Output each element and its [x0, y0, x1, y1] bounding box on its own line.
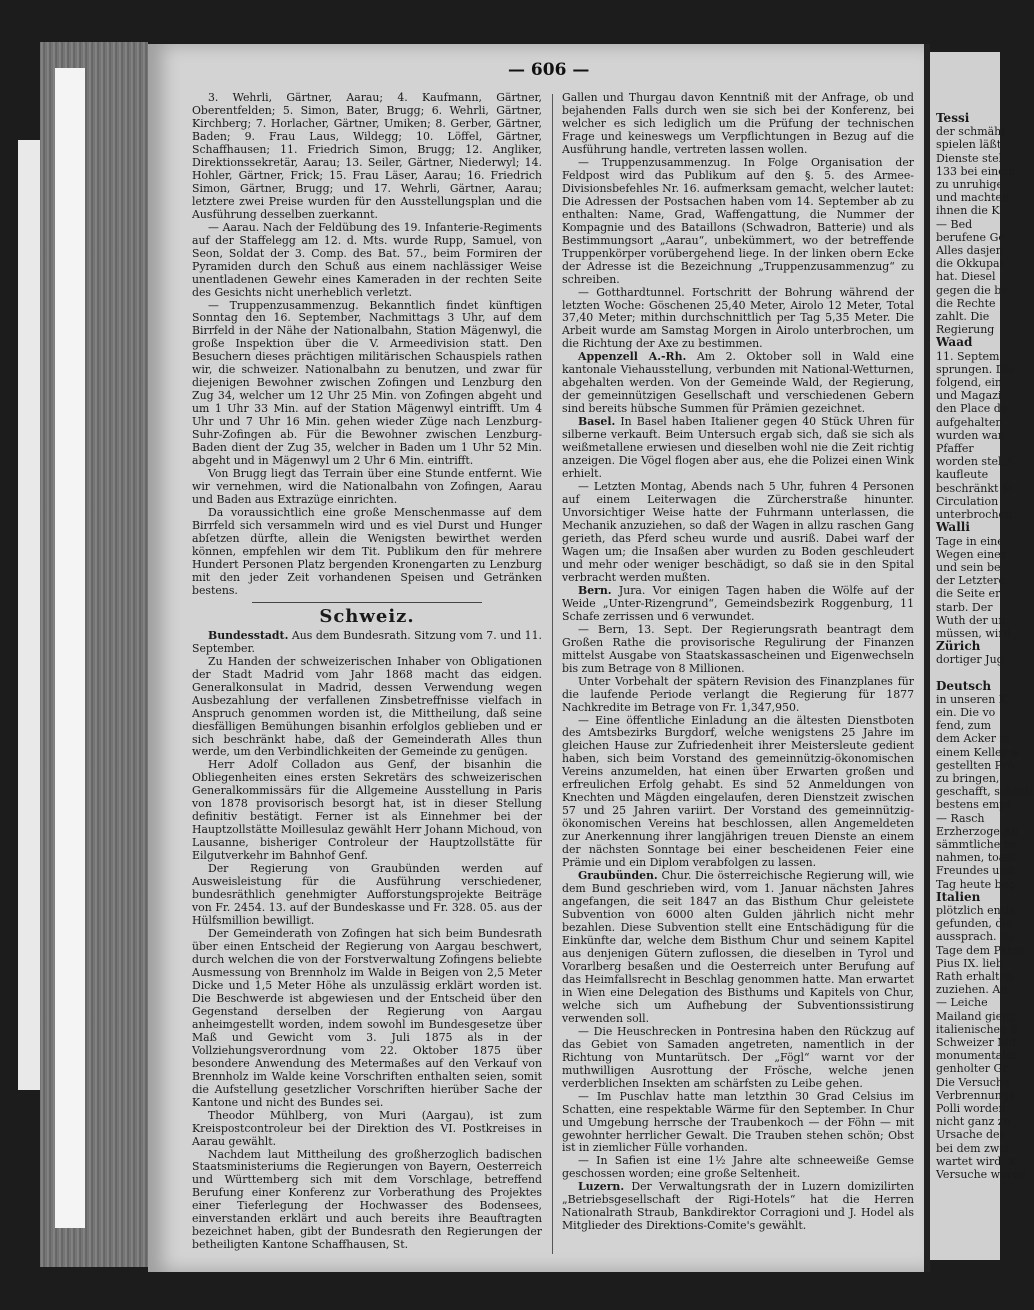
- facing-page-line: sämmtliche be: [936, 837, 1018, 851]
- article-paragraph: [192, 92, 542, 222]
- article-text: — Letzten Montag, Abends nach 5 Uhr, fuhren 4 Personen auf einem Leiterwagen die Zürcherstraße hinunter. Unvorsichtiger Weise hatte der Fuhrmann unterlassen, die Mechanik anzuziehen, so daß der Wagen in allzu raschen Gang gerieth, das Pferd scheu wurde und ausriß. Dabei warf der Wagen um; die Insaßen aber wurden zu Boden geschleudert und mehr oder weniger beschädigt, so daß sie in den Spital verbracht werden mußten.: [562, 480, 914, 584]
- article-text: In Basel haben Italiener gegen 40 Stück Uhren für silberne verkauft. Beim Untersuch ergab sich, daß sie sich als weißmetallene erwiesen und dieselben wohl nie die Zeit richtig anzeigen. Die Vögel flogen aber aus, ehe die Polizei einen Wink erhielt.: [562, 415, 914, 481]
- facing-page-line: aufgehalten: [936, 415, 1003, 429]
- facing-page-line: 11. Septem: [936, 349, 1000, 363]
- facing-page-heading: Waad: [936, 335, 973, 350]
- facing-page-line: einem Keller w: [936, 745, 1020, 759]
- facing-page-line: aussprach. Di: [936, 930, 1013, 944]
- facing-page-line: die Okkupat: [936, 257, 1005, 271]
- facing-page-line: zu unruhige: [936, 178, 1004, 192]
- section-title: Schweiz.: [319, 605, 415, 627]
- facing-page-line: Mailand gieng: [936, 1009, 1017, 1023]
- article-paragraph: [562, 416, 914, 481]
- facing-page-line: wurden war,: [936, 428, 1006, 442]
- article-paragraph: [192, 468, 542, 507]
- article-paragraph: [562, 1155, 914, 1181]
- facing-page-line: plötzlich entla: [936, 903, 1016, 917]
- left-column: [192, 92, 542, 1252]
- article-text: Nachdem laut Mittheilung des großherzoglich badischen Staatsministeriums die Regierungen von Bayern, Oesterreich und Württemberg sich mit dem Vorschlage, betreffend Berufung einer Konferenz zur Vorberathung des Projektes einer Tieferlegung der Hochwasser des Bodensees, einverstanden erklärt und auch bereits ihre Beauftragten bezeichnet haben, gibt der Bundesrath den Regierungen der betheiligten Kantone Schaffhausen, St.: [192, 1147, 542, 1252]
- article-text: 3. Wehrli, Gärtner, Aarau; 4. Kaufmann, Gärtner, Oberentfelden; 5. Simon, Bater, Brugg; 6. Wehrli, Gärtner, Kirchberg; 7. Horlacher, Gärtner, Umiken; 8. Gerber, Gärtner, Baden; 9. Frau Laus, Wildegg; 10. Löffel, Gärtner, Schaffhausen; 11. Friedrich Simon, Brugg; 12. Angliker, Direktionssekretär, Aarau; 13. Seiler, Gärtner, Niederwyl; 14. Hohler, Gärtner, Frick; 15. Frau Läser, Aarau; 16. Friedrich Simon, Gärtner, Brugg; und 17. Wehrli, Gärtner, Aarau; letztere zwei Preise wurden für den Ausstellungsplan und die Ausführung desselben zuerkannt.: [192, 91, 542, 221]
- facing-page-line: gestellten Pro: [936, 758, 1014, 772]
- facing-page-line: und Magazi: [936, 389, 1002, 403]
- article-paragraph: [562, 1181, 914, 1233]
- facing-page-line: Polli worden: [936, 1102, 1006, 1116]
- facing-page-line: Die Versuche: [936, 1075, 1010, 1089]
- facing-page-line: fend, zum: [936, 719, 992, 733]
- facing-page-line: Tage in eine: [936, 534, 1004, 548]
- article-text: Der Gemeinderath von Zofingen hat sich beim Bundesrath über einen Entscheid der Regierung von Aargau beschwert, durch welchen die von der Forstverwaltung Zofingens beliebte Ausmessung von Brennholz im Walde in Beigen von 2,5 Meter Dicke und 1,5 Meter Höhe als unzulässig erklärt worden ist. Die Beschwerde ist abgewiesen und der Entscheid über den Gegenstand derselben der Regierung von Aargau anheimgestellt worden, indem sowohl im Bundesgesetze über Maß und Gewicht vom 3. Juli 1875 als in der Vollziehungsverordnung vom 22. Oktober 1875 über besondere Anwendung des Metermaßes auf den Verkauf von Brennholz im Walde keine Vorschriften enthalten seien, somit die Aufstellung gesetzlicher Vorschriften hierüber Sache der Kantone und nicht des Bundes sei.: [192, 927, 542, 1109]
- facing-page-line: italienischen S: [936, 1022, 1019, 1036]
- article-paragraph: [192, 928, 542, 1110]
- facing-page-line: und sein be: [936, 560, 1001, 574]
- facing-page-heading: Deutsch: [936, 678, 992, 693]
- facing-page-line: Alles dasjen: [936, 244, 1003, 258]
- facing-page-line: Tag heute beg: [936, 877, 1016, 891]
- article-text: Der Regierung von Graubünden werden auf Ausweisleistung für die Ausführung verschiedener, bundesräthlich genehmigter Aufforstungsprojekte Beiträge von Fr. 2454. 13. auf der Bundeskasse und Fr. 328. 05. aus der Hülfsmillion bewilligt.: [192, 862, 542, 928]
- facing-page-heading: Tessi: [936, 111, 970, 125]
- facing-page-heading: Walli: [936, 520, 970, 535]
- article-paragraph: [562, 351, 914, 416]
- article-text: Gallen und Thurgau davon Kenntniß mit der Anfrage, ob und bejahenden Falls durch wen sie sich bei der Konferenz, bei welcher es sich lediglich um die Prüfung der technischen Frage und keineswegs um Verpflichtungen in Bezug auf die Ausführung handle, vertreten lassen wollen.: [562, 91, 914, 156]
- newspaper-page: [148, 44, 924, 1272]
- article-text: Unter Vorbehalt der spätern Revision des Finanzplanes für die laufende Periode verlangt die Regierung für 1877 Nachkredite im Betrage von Fr. 1,347,950.: [562, 674, 914, 714]
- facing-page-line: Regierung: [936, 323, 995, 337]
- article-paragraph: [562, 287, 914, 352]
- article-paragraph: [192, 1149, 542, 1253]
- facing-page-line: Dienste stel: [936, 151, 1003, 165]
- article-heading: Graubünden.: [578, 869, 658, 883]
- article-text: — Gotthardtunnel. Fortschritt der Bohrung während der letzten Woche: Göschenen 25,40 Meter, Airolo 12 Meter, Total 37,40 Meter; mithin durchschnittlich per Tag 5,35 Meter. Die Arbeit wurde am Samstag Morgen in Airolo unterbrochen, um die Richtung der Axe zu bestimmen.: [562, 285, 914, 351]
- facing-page-line: geschafft, schmal: [936, 785, 1034, 799]
- facing-page-line: Schweizer Mit: [936, 1036, 1017, 1050]
- facing-page-heading: Italien: [936, 889, 981, 904]
- article-paragraph: [192, 1110, 542, 1149]
- facing-page-line: in unseren K: [936, 692, 1007, 706]
- facing-page-line: [930, 667, 1000, 680]
- article-text: Chur. Die österreichische Regierung will, wie dem Bund geschrieben wird, vom 1. Januar nächsten Jahres angefangen, die seit 1847 an das Bisthum Chur geleistete Subvention von 6000 alten Gulden jährlich nicht mehr bezahlen. Diese Subvention stellt eine Entschädigung für die Einkünfte dar, welche dem Bisthum Chur und seinem Kapitel aus denjenigen Gütern zuflossen, die dieselben in Tyrol und Vorarlberg besaßen und die Oesterreich unter Berufung auf das Heimfallsrecht in Beschlag genommen hatte. Man erwartet in Wien eine Delegation des Bisthums und Kapitels von Chur, welche sich um Aufhebung der Subventionssistirung verwenden soll.: [562, 869, 914, 1025]
- article-text: — Aarau. Nach der Feldübung des 19. Infanterie-Regiments auf der Staffelegg am 12. d. Mts. wurde Rupp, Samuel, von Seon, Soldat der 3. Comp. des Bat. 57., beim Formiren der Pyramiden durch den Schuß aus einem nachlässiger Weise unentladenen Gewehr eines Kameraden in der rechten Seite des Gesichts nicht unerheblich verletzt.: [192, 220, 542, 299]
- facing-page-line: — Rasch: [936, 811, 985, 825]
- facing-page-line: zu bringen,: [936, 771, 1000, 785]
- article-text: Theodor Mühlberg, von Muri (Aargau), ist zum Kreispostcontroleur bei der Direktion des VI. Postkreises in Aarau gewählt.: [192, 1108, 542, 1148]
- facing-page-line: — Leiche: [936, 996, 988, 1010]
- article-text: Aus dem Bundesrath. Sitzung vom 7. und 11. September.: [192, 628, 542, 655]
- article-paragraph: [562, 481, 914, 585]
- facing-page-line: dem Acker in: [936, 732, 1011, 746]
- facing-page-line: — Bed: [936, 217, 973, 231]
- article-heading: Bern.: [578, 583, 612, 597]
- article-text: Am 2. Oktober soll in Wald eine kantonale Viehausstellung, verbunden mit National-Wetturnen, abgehalten werden. Von der Gemeinde Wald, der Regierung, der gemeinnützigen Gesellschaft und verschiedenen Gebern sind bereits hübsche Summen für Prämien gezeichnet.: [562, 350, 914, 416]
- facing-page-line: Ursache des: [936, 1128, 1006, 1142]
- article-heading: Basel.: [578, 415, 616, 429]
- facing-page-line: folgend, ein: [936, 376, 1002, 390]
- facing-page-line: gegen die be: [936, 283, 1008, 297]
- article-paragraph: [192, 507, 542, 598]
- facing-page-line: Wegen eines: [936, 547, 1007, 561]
- article-text: — Truppenzusammenzug. In Folge Organisation der Feldpost wird das Publikum auf den §. 5. des Armee-Divisionsbefehles Nr. 16. aufmerksam gemacht, welcher lautet: Die Adressen der Postsachen haben vom 14. September ab zu enthalten: Name, Grad, Waffengattung, die Nummer der Kompagnie und des Bataillons (Schwadron, Batterie) und als Bestimmungsort „Aarau“, unbekümmert, wo der betreffende Truppenkörper vorübergehend liege. In der linken obern Ecke der Adresse ist die Bezeichnung „Truppenzusammenzug“ zu schreiben.: [562, 155, 914, 286]
- facing-page-line: unterbrochen: [936, 508, 1013, 522]
- facing-page-line: Verbrennungs: [936, 1088, 1015, 1102]
- facing-page-line: ein. Die vo: [936, 705, 996, 719]
- facing-page-line: müssen, wird: [936, 626, 1011, 640]
- facing-page-line: den Place de: [936, 402, 1008, 416]
- page-number: — 606 —: [508, 60, 590, 80]
- article-text: Herr Adolf Colladon aus Genf, der bisanhin die Obliegenheiten eines ersten Sekretärs des schweizerischen Generalkommissärs für die Allgemeine Ausstellung in Paris von 1878 provisorisch besorgt hat, ist in dieser Stellung definitiv bestätigt. Ferner ist als Einnehmer bei der Hauptzollstätte Moillesulaz gewählt Herr Johann Michoud, von Lausanne, bisheriger Controleur der Hauptzollstätte für Eilgutverkehr im Bahnhof Genf.: [192, 758, 542, 863]
- article-paragraph: [562, 870, 914, 1026]
- article-paragraph: [562, 157, 914, 287]
- middle-column: [562, 92, 914, 1233]
- article-paragraph: [192, 630, 542, 656]
- article-text: Von Brugg liegt das Terrain über eine Stunde entfernt. Wie wir vernehmen, wird die Nationalbahn von Zofingen, Aarau und Baden aus Extrazüge einrichten.: [192, 467, 542, 507]
- facing-page-line: 133 bei einem: [936, 164, 1016, 178]
- facing-page-line: Rath erhalten: [936, 970, 1014, 983]
- section-rule: [252, 602, 482, 603]
- facing-page-line: Erzherzoge Ab: [936, 824, 1019, 838]
- article-text: — Im Puschlav hatte man letzthin 30 Grad Celsius im Schatten, eine respektable Wärme für den September. In Chur und Umgebung herrsche der Traubenkoch — der Föhn — mit gewohnter herrlicher Gewalt. Die Trauben stehen schön; Obst ist in ziemlicher Fülle vorhanden.: [562, 1089, 914, 1155]
- article-text: — Eine öffentliche Einladung an die ältesten Dienstboten des Amtsbezirks Burgdorf, welche wenigstens 25 Jahre im gleichen Hause zur Zufriedenheit ihrer Meistersleute gedient haben, sich beim Vorstand des gemeinnützig-ökonomischen Vereins anzumelden, hat einen über Erwarten großen und erfreulichen Erfolg gehabt. Es sind 52 Anmeldungen von Knechten und Mägden eingelaufen, deren Dienstzeit zwischen 57 und 25 Jahren variirt. Der Vorstand des gemeinnützig-ökonomischen Vereins hat beschlossen, allen Angemeldeten zur Anerkennung ihrer langjährigen treuen Dienste an einem der nächsten Sonntage bei einer bescheidenen Feier eine Prämie und ein Diplom verabfolgen zu lassen.: [562, 713, 914, 870]
- facing-page-line: spielen läßt: [936, 138, 1002, 152]
- facing-page-line: hat. Diesel: [936, 270, 996, 284]
- facing-page-line: ihnen die K: [936, 204, 1000, 218]
- facing-page-line: Versuche wurde: [936, 1168, 1026, 1182]
- facing-page-line: zahlt. Die: [936, 310, 990, 324]
- facing-page-line: der schmähl: [936, 125, 1005, 139]
- article-paragraph: [562, 1026, 914, 1091]
- article-text: — In Safien ist eine 1½ Jahre alte schneeweiße Gemse geschossen worden; eine große Seltenheit.: [562, 1154, 914, 1181]
- facing-page-line: dortiger Jug: [936, 653, 1004, 667]
- facing-page-line: Freundes und: [936, 864, 1014, 878]
- facing-page-line: Circulation: [936, 494, 999, 508]
- facing-page-line: worden stelle: [936, 455, 1012, 469]
- facing-page-line: die Seite er: [936, 587, 1001, 601]
- facing-page-line: nicht ganz zu: [936, 1115, 1011, 1129]
- facing-page-line: Tage dem Pabst: [936, 943, 1025, 957]
- article-heading: Luzern.: [578, 1180, 625, 1194]
- facing-page-heading: Zürich: [936, 639, 981, 654]
- article-heading: Appenzell A.-Rh.: [578, 350, 687, 364]
- facing-page-line: und machten: [936, 191, 1009, 205]
- facing-page-line: wartet wird, a: [936, 1154, 1015, 1168]
- article-heading: Bundesstadt.: [208, 628, 289, 642]
- article-text: Da voraussichtlich eine große Menschenmasse auf dem Birrfeld sich versammeln wird und es viel Durst und Hunger abſetzen dürfte, allein die Wenigsten bewirthet werden können, empfehlen wir dem Tit. Publikum den für mehrere Hundert Personen Platz bergenden Kronengarten zu Lenzburg mit den jeder Zeit vorhandenen Speisen und Getränken bestens.: [192, 506, 542, 597]
- facing-page-line: beschränkt fe: [936, 481, 1013, 495]
- article-text: Jura. Vor einigen Tagen haben die Wölfe auf der Weide „Unter-Rizengrund“, Gemeindsbezirk Roggenburg, 11 Schafe zerrissen und 6 verwundet.: [562, 583, 914, 623]
- facing-page-line: starb. Der: [936, 600, 993, 614]
- facing-page-line: monumentaler: [936, 1049, 1018, 1063]
- article-paragraph: [562, 715, 914, 871]
- facing-page-line: bestens empf: [936, 798, 1011, 812]
- facing-page-line: zuziehen. An: [936, 983, 1008, 997]
- facing-page-line: die Rechte: [936, 296, 996, 310]
- article-paragraph: [192, 300, 542, 469]
- facing-page-line: berufene Ge: [936, 230, 1005, 244]
- facing-page-line: kaufleute: [936, 468, 989, 482]
- facing-page-line: gefunden, die: [936, 917, 1013, 931]
- article-paragraph: [562, 92, 914, 157]
- facing-page-line: genholter Gr: [936, 1062, 1008, 1076]
- article-paragraph: [562, 624, 914, 676]
- article-text: Zu Handen der schweizerischen Inhaber von Obligationen der Stadt Madrid vom Jahr 1868 macht das eidgen. Generalkonsulat in Madrid, dessen Verwendung wegen Ausbezahlung der verfallenen Zinsbetreffnisse vielfach in Anspruch genommen worden ist, die Mittheilung, daß seine diesfälligen Bemühungen bisanhin erfolglos geblieben und er sich beschränkt habe, daß der Gemeinderath Alles thun werde, um den Verbindlichkeiten der Gemeinde zu genügen.: [192, 654, 542, 759]
- facing-page-line: Wuth der un: [936, 613, 1006, 627]
- article-paragraph: [562, 1091, 914, 1156]
- article-text: — Bern, 13. Sept. Der Regierungsrath beantragt dem Großen Rathe die provisorische Regulirung der Finanzen mittelst Ausgabe von Staatskassascheinen und Eigenwechseln bis zum Betrage von 8 Millionen.: [562, 622, 914, 675]
- article-paragraph: [192, 863, 542, 928]
- facing-page-line: nahmen, toast: [936, 851, 1016, 865]
- article-paragraph: [562, 676, 914, 715]
- paper-bookmark-strip: [55, 68, 85, 1228]
- article-paragraph: [192, 222, 542, 300]
- facing-page-line: sprungen. Die: [936, 362, 1015, 376]
- article-text: Der Verwaltungsrath der in Luzern domizilirten „Betriebsgesellschaft der Rigi-Hotels“ hat die Herren Nationalrath Straub, Bankdirektor Corragioni und J. Hodel als Mitglieder des Direktions-Comite's gewählt.: [562, 1180, 914, 1233]
- column-divider: [552, 94, 553, 1254]
- article-text: — Die Heuschrecken in Pontresina haben den Rückzug auf das Gebiet von Samaden angetreten, namentlich in der Richtung von Muntarütsch. Der „Fögl“ warnt vor der muthwilligen Ausrottung der Frösche, welche jenen verderblichen Insekten am schärfsten zu Leibe gehen.: [562, 1024, 914, 1090]
- facing-page-line: bei dem zwei: [936, 1141, 1010, 1155]
- article-paragraph: [562, 585, 914, 624]
- article-paragraph: [192, 656, 542, 760]
- facing-page-line: Pfaffer: [936, 442, 974, 456]
- article-text: — Truppenzusammenzug. Bekanntlich findet künftigen Sonntag den 16. September, Nachmittags 3 Uhr, auf dem Birrfeld in der Nähe der Nationalbahn, Station Mägenwyl, die große Inspektion über die V. Armeedivision statt. Den Besuchern dieses prächtigen militärischen Schauspiels rathen wir, die schweizer. Nationalbahn zu benutzen, und zwar für diejenigen Bewohner zwischen Zofingen und Lenzburg den Zug 34, welcher um 12 Uhr 25 Min. von Zofingen abgeht und um 1 Uhr 33 Min. auf der Station Mägenwyl eintrifft. Um 4 Uhr und 7 Uhr 16 Min. gehen wieder Züge nach Lenzburg-Suhr-Zofingen ab. Für die Bewohner zwischen Lenzburg-Baden dient der Zug 35, welcher in Baden um 1 Uhr 52 Min. abgeht und in Mägenwyl um 2 Uhr 6 Min. eintrifft.: [192, 298, 542, 468]
- article-paragraph: [192, 759, 542, 863]
- facing-page-fragment: [930, 52, 1034, 1260]
- facing-page-line: Pius IX. lieb: [936, 956, 1003, 970]
- facing-page-line: der Letztere: [936, 574, 1006, 588]
